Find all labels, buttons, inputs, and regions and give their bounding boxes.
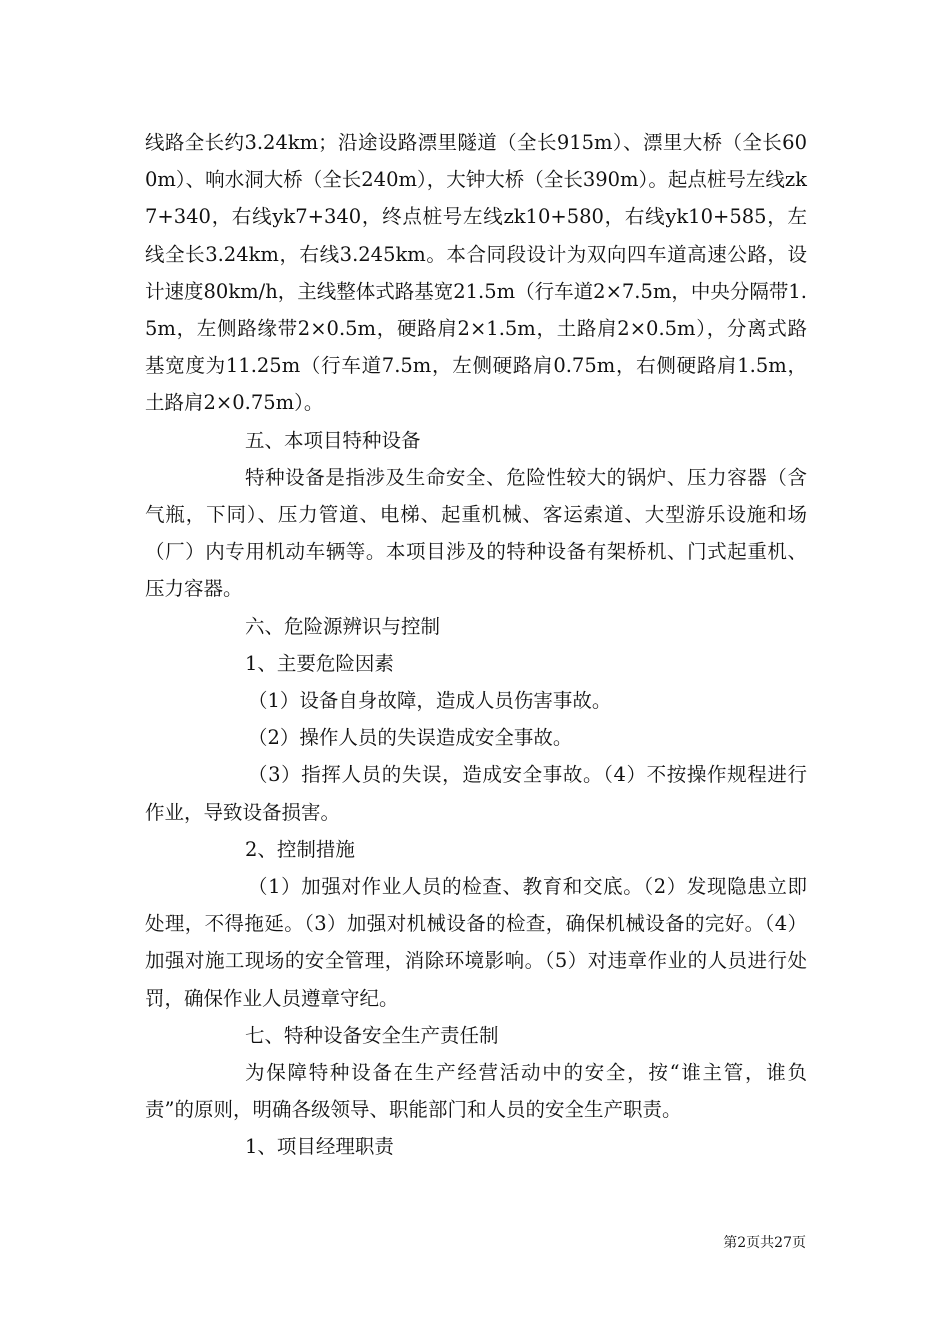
list-item-hazard-3-4: （3）指挥人员的失误，造成安全事故。（4）不按操作规程进行作业，导致设备损害。 bbox=[145, 763, 807, 824]
subheading-project-manager-duties: 1、项目经理职责 bbox=[245, 1135, 394, 1159]
paragraph-route-overview: 线路全长约3.24km；沿途设路漂里隧道（全长915m）、漂里大桥（全长600m）、响水洞大桥（全长240m），大钟大桥（全长390m）。起点桩号左线zk7+340，右线yk7+340，终点桩号左线zk10+580，右线yk10+585，左线全长3.24km，右线3.245km。本合同段设计为双向四车道高速公路，设计速度80km/h，主线整体式路基宽21.5m（行车道2×7.5m，中央分隔带1.5m，左侧路缘带2×0.5m，硬路肩2×1.5m，土路肩2×0.5m），分离式路基宽度为11.25m（行车道7.5m，左侧硬路肩0.75m，右侧硬路肩1.5m，土路肩2×0.75m）。 bbox=[145, 131, 808, 415]
paragraph-special-equipment-definition: 特种设备是指涉及生命安全、危险性较大的锅炉、压力容器（含气瓶，下同）、压力管道、电梯、起重机械、客运索道、大型游乐设施和场（厂）内专用机动车辆等。本项目涉及的特种设备有架桥机、门式起重机、压力容器。 bbox=[145, 465, 807, 601]
section-heading-special-equipment: 五、本项目特种设备 bbox=[245, 428, 421, 452]
paragraph-responsibility-principle: 为保障特种设备在生产经营活动中的安全，按“谁主管，谁负责”的原则，明确各级领导、职能部门和人员的安全生产职责。 bbox=[145, 1061, 807, 1122]
list-item-hazard-2: （2）操作人员的失误造成安全事故。 bbox=[248, 726, 573, 750]
subheading-main-hazards: 1、主要危险因素 bbox=[245, 651, 394, 675]
list-item-hazard-1: （1）设备自身故障，造成人员伤害事故。 bbox=[248, 689, 612, 713]
document-body bbox=[145, 124, 807, 1166]
page-number-footer: 第2页共27页 bbox=[723, 1235, 806, 1251]
subheading-control-measures: 2、控制措施 bbox=[245, 837, 355, 861]
section-heading-hazard-control: 六、危险源辨识与控制 bbox=[245, 614, 441, 638]
paragraph-control-measures: （1）加强对作业人员的检查、教育和交底。（2）发现隐患立即处理，不得拖延。（3）加强对机械设备的检查，确保机械设备的完好。（4）加强对施工现场的安全管理，消除环境影响。（5）对违章作业的人员进行处罚，确保作业人员遵章守纪。 bbox=[145, 875, 807, 1010]
section-heading-responsibility: 七、特种设备安全生产责任制 bbox=[245, 1023, 499, 1047]
